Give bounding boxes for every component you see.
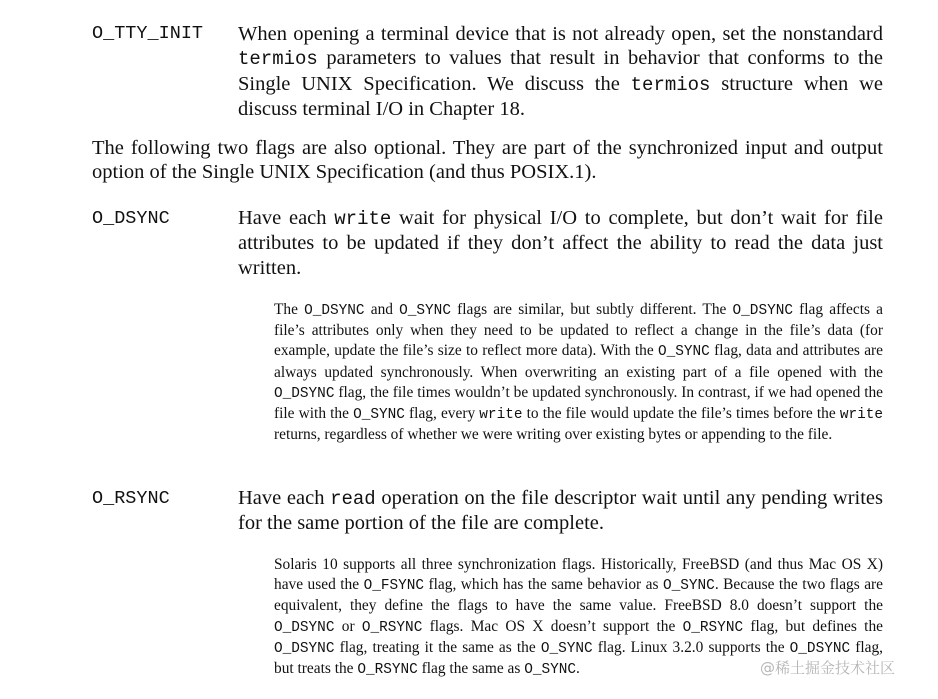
text: flag the same as xyxy=(417,660,525,678)
text: flag, every xyxy=(404,405,480,423)
code: O_FSYNC xyxy=(363,578,425,595)
flag-description-o-dsync xyxy=(238,206,883,280)
text: flag affects a file’s attributes only when they need to be updated to reflect a change in the file’s data (for example, update the file’s size to reflect more data). With the xyxy=(274,301,883,360)
flag-description-o-tty-init xyxy=(238,22,883,122)
code: O_DSYNC xyxy=(274,640,335,657)
code-read: read xyxy=(330,488,376,510)
code: O_DSYNC xyxy=(304,303,365,319)
code: O_SYNC xyxy=(662,578,715,595)
flag-term-o-rsync: O_RSYNC xyxy=(92,488,170,509)
text: flag, but defines the xyxy=(743,617,883,635)
text: Have each xyxy=(238,487,331,509)
text: operation on the file descriptor wait until any pending writes for the same portion of the file are complete. xyxy=(238,487,883,535)
code: O_SYNC xyxy=(399,303,451,319)
code: O_DSYNC xyxy=(789,640,851,657)
text: flag, data and attributes are always updated synchronously. When overwriting an existing part of a file opened with the xyxy=(274,342,883,381)
intro-paragraph: The following two flags are also optional. They are part of the synchronized input and output option of the Single UNIX Specification (and thus POSIX.1). xyxy=(92,137,883,184)
flag-description-o-rsync xyxy=(238,486,883,536)
code: O_SYNC xyxy=(353,407,405,424)
code: O_RSYNC xyxy=(682,619,744,636)
text: flag. Linux 3.2.0 supports the xyxy=(592,638,790,656)
code: O_SYNC xyxy=(540,640,593,657)
code-termios: termios xyxy=(630,73,711,96)
flag-term-o-tty-init: O_TTY_INIT xyxy=(92,23,204,44)
code: O_DSYNC xyxy=(732,303,793,319)
code: write xyxy=(839,407,883,424)
code: O_DSYNC xyxy=(274,385,335,402)
text: wait for physical I/O to complete, but don’t wait for file attributes to be updated if they don’t affect the ability to read the data just written. xyxy=(238,207,883,279)
text: flag, treating it the same as the xyxy=(334,638,541,656)
text: flag, but treats the xyxy=(274,638,884,678)
text: flags are similar, but subtly different. The xyxy=(450,301,733,318)
text: The xyxy=(274,301,305,318)
text: flag, which has the same behavior as xyxy=(424,576,663,594)
code: O_SYNC xyxy=(524,662,577,679)
text: returns, regardless of whether we were writing over existing bytes or appending to the file. xyxy=(274,426,833,444)
watermark: @稀土掘金技术社区 xyxy=(760,659,896,677)
code-termios: termios xyxy=(238,48,318,71)
code: O_DSYNC xyxy=(274,619,335,636)
code: write xyxy=(479,407,523,424)
flag-term-o-dsync: O_DSYNC xyxy=(92,208,170,229)
code: O_RSYNC xyxy=(357,662,418,679)
text: or xyxy=(334,617,362,635)
text: and xyxy=(364,301,400,318)
text: . xyxy=(576,660,580,678)
note-dsync-vs-sync xyxy=(274,300,883,445)
text: flags. Mac OS X doesn’t support the xyxy=(422,617,683,635)
text: to the file would update the file’s times before the xyxy=(522,405,840,423)
code-write: write xyxy=(334,208,392,230)
text: . Because the two flags are equivalent, they define the flags to have the same value. FreeBSD 8.0 doesn’t support the xyxy=(274,576,884,615)
text: When opening a terminal device that is not already open, set the nonstandard xyxy=(238,23,883,45)
text: flag, the file times wouldn’t be updated synchronously. In contrast, if we had opened the file with the xyxy=(274,383,883,423)
text: parameters to values that result in behavior that conforms to the Single UNIX Specification. We discuss the xyxy=(238,47,883,95)
text: Solaris 10 supports all three synchronization flags. Historically, FreeBSD (and thus Mac OS X) have used the xyxy=(274,556,883,594)
text: Have each xyxy=(238,207,335,229)
code: O_SYNC xyxy=(657,344,710,361)
text: structure when we discuss terminal I/O in Chapter 18. xyxy=(238,72,884,121)
code: O_RSYNC xyxy=(361,619,423,636)
